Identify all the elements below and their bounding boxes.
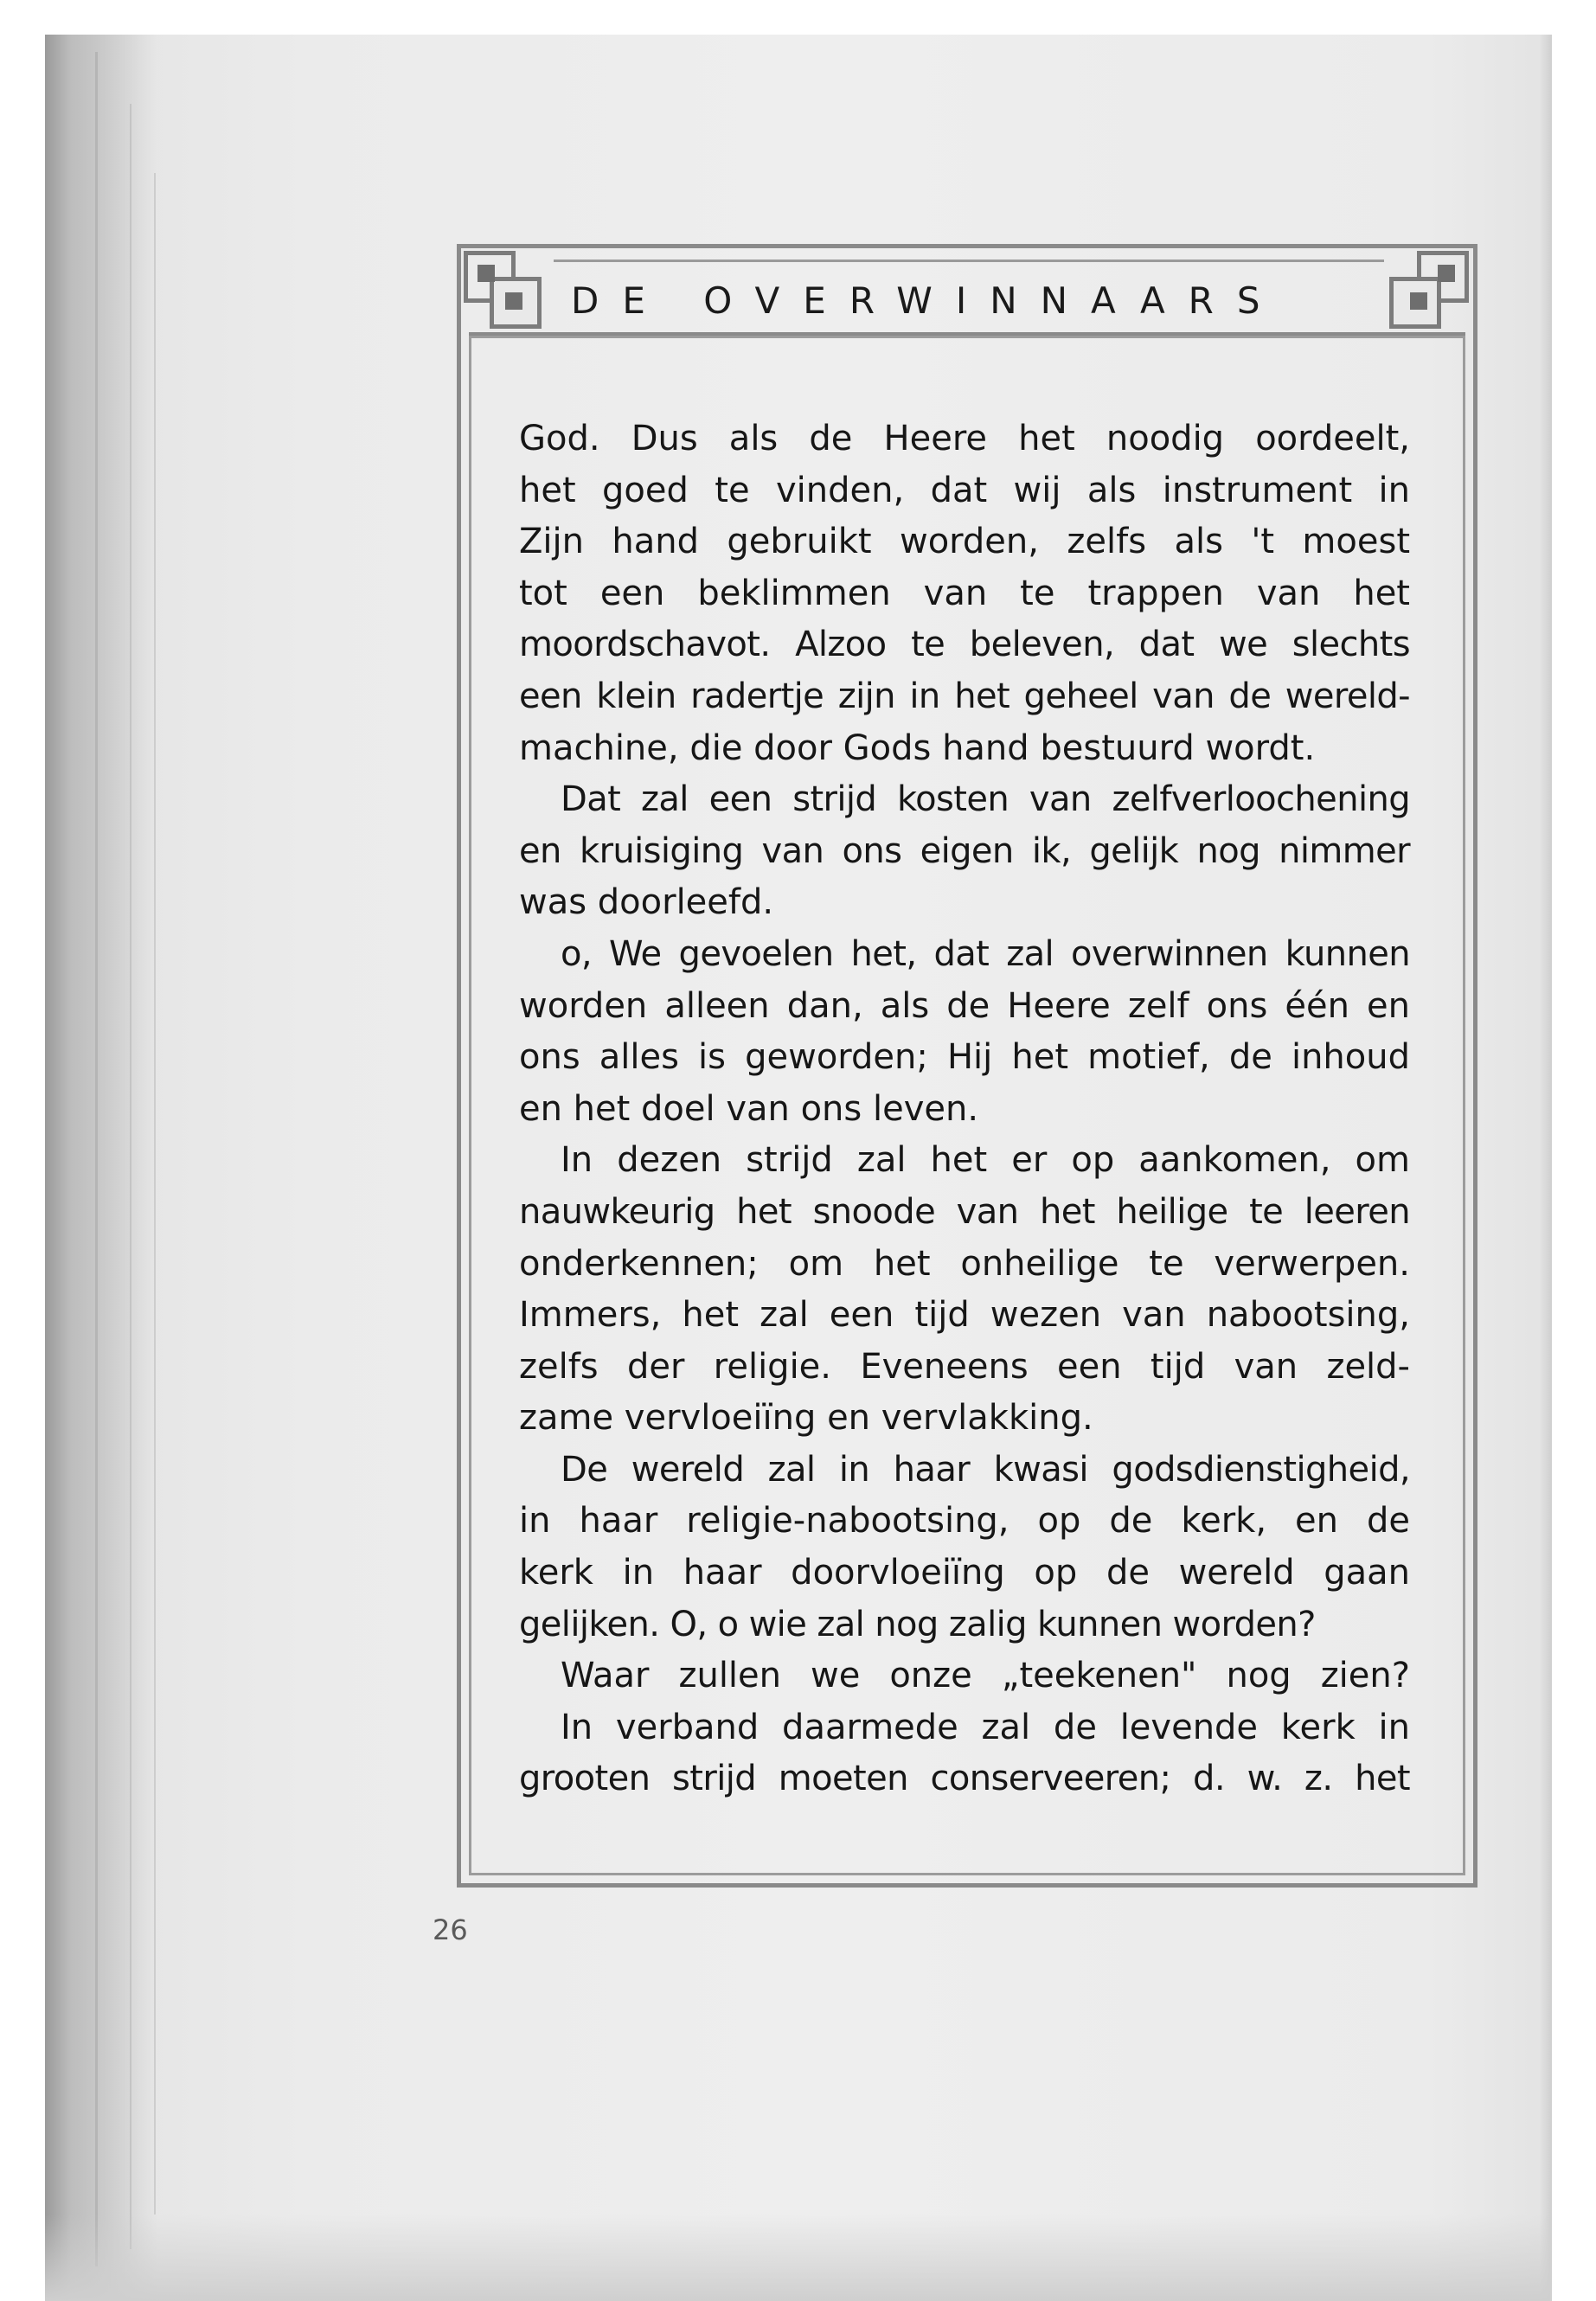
text-line: grooten strijd moeten conserveeren; d. w. z. het (519, 1759, 1410, 1799)
page-right-edge (1540, 35, 1552, 2301)
text-line: o, We gevoelen het, dat zal overwinnen kunnen (561, 933, 1410, 974)
page-edge-line (154, 173, 156, 2214)
text-line: het goed te vinden, dat wij als instrument in (519, 470, 1410, 510)
text-line: en het doel van ons leven. (519, 1088, 979, 1129)
page-number: 26 (433, 1913, 468, 1946)
text-line: zame vervloeiïng en vervlakking. (519, 1398, 1093, 1439)
running-header-title: DE OVERWINNAARS (571, 279, 1284, 322)
page-binding-shadow (45, 35, 157, 2301)
text-line: een klein radertje zijn in het geheel van de wereld- (519, 676, 1410, 716)
text-line: in haar religie-nabootsing, op de kerk, en de (519, 1501, 1410, 1541)
text-line: nauwkeurig het snoode van het heilige te leeren (519, 1191, 1410, 1232)
corner-ornament-right (1389, 251, 1469, 330)
text-line: moordschavot. Alzoo te beleven, dat we slechts (519, 625, 1410, 665)
page-edge-line (95, 52, 98, 2266)
text-line: kerk in haar doorvloeiïng op de wereld gaan (519, 1553, 1410, 1593)
text-line: en kruisiging van ons eigen ik, gelijk nog nimmer (519, 830, 1410, 871)
header-rule (554, 260, 1384, 262)
text-line: zelfs der religie. Eveneens een tijd van zeld- (519, 1346, 1410, 1387)
text-line: Waar zullen we onze „teekenen" nog zien? (561, 1656, 1410, 1696)
text-line: tot een beklimmen van te trappen van het (519, 573, 1410, 613)
page-edge-line (130, 104, 131, 2249)
text-line: De wereld zal in haar kwasi godsdienstigheid, (561, 1449, 1410, 1490)
text-line: gelijken. O, o wie zal nog zalig kunnen worden? (519, 1604, 1316, 1644)
text-line: onderkennen; om het onheilige te verwerpen. (519, 1243, 1410, 1284)
text-line: Zijn hand gebruikt worden, zelfs als 't moest (519, 522, 1410, 562)
text-line: God. Dus als de Heere het noodig oordeelt, (519, 419, 1410, 458)
page-bottom-shadow (45, 2214, 1550, 2301)
text-line: was doorleefd. (519, 882, 774, 923)
corner-ornament-left (464, 251, 543, 330)
text-line: ons alles is geworden; Hij het motief, de inhoud (519, 1037, 1410, 1078)
text-line: Dat zal een strijd kosten van zelfverloochening (561, 779, 1410, 820)
text-line: In verband daarmede zal de levende kerk in (561, 1707, 1410, 1747)
text-line: worden alleen dan, als de Heere zelf ons één en (519, 985, 1410, 1026)
body-text (519, 413, 1410, 1805)
text-line: In dezen strijd zal het er op aankomen, om (561, 1140, 1410, 1181)
text-line: machine, die door Gods hand bestuurd wordt. (519, 727, 1316, 768)
text-line: Immers, het zal een tijd wezen van nabootsing, (519, 1295, 1410, 1336)
